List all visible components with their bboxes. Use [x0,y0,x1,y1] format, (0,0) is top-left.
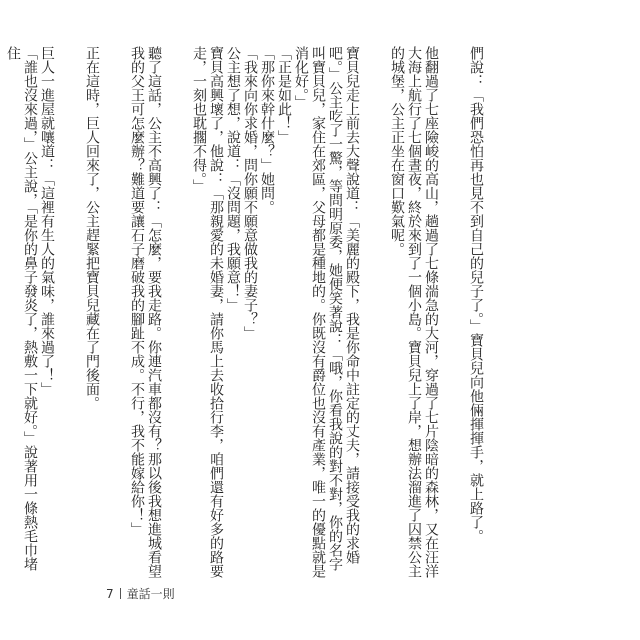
page-footer [106,585,175,602]
running-title: 童話一則 [126,587,175,601]
paragraph: 他翻過了七座險峻的高山，趟過了七條湍急的大河，穿過了七片陰暗的森林，又在汪洋大海上航行了七個晝夜，終於來到了一個小島。寶貝兒上了岸，想辦法溜進了囚禁公主的城堡，公主正坐在窗口歎氣呢。 [389,46,439,578]
body-text [5,46,484,582]
paragraph: 正在這時，巨人回來了，公主趕緊把寶貝兒藏在了門後面。 [84,46,100,410]
paragraph: 「我來向你求婚，問你願不願意做我的妻子？」 [242,46,258,340]
paragraph: 聽了這話，公主不高興了：「怎麼，要我走路。你連汽車都沒有？那以後我想進城看望我的父王可怎麼辦？難道要讓石子磨破我的腳趾不成。不行，我不能嫁給你！」 [129,46,162,578]
paragraph: 巨人一進屋就嚷道：「這裡有生人的氣味，誰來過了！」 [39,46,55,396]
paragraph: 公主想了想，說道：「沒問題，我願意！」 [225,46,241,312]
paragraph: 寶貝兒走上前去大聲說道：「美麗的殿下，我是你命中註定的丈夫，請接受我的求婚吧。」公主吃了一驚，等問明原委，她便笑著說：「哦，你看我說的對不對，你的名字叫寶貝兒，家住在郊區，父母都是種地的。你既沒有爵位也沒有產業，唯一的優點就是消化好。」 [293,46,360,578]
paragraph: 「誰也沒來過，」公主說，「是你的鼻子發炎了，熱敷一下就好。」說著用一條熱毛巾堵住 [5,46,38,571]
paragraph: 寶貝高興壞了，他說：「那親愛的未婚妻，請你馬上去收拾行李，咱們還有好多的路要走，一刻也耽擱不得。」 [191,46,224,578]
paragraph: 們說：「我們恐怕再也見不到自己的兒子了。」寶貝兒向他倆揮揮手，就上路了。 [468,46,484,543]
paragraph: 「那你來幹什麼？」她問。 [259,46,275,214]
page-number: 7 [106,587,114,601]
footer-separator [120,588,121,599]
paragraph: 「正是如此！」 [276,46,292,144]
